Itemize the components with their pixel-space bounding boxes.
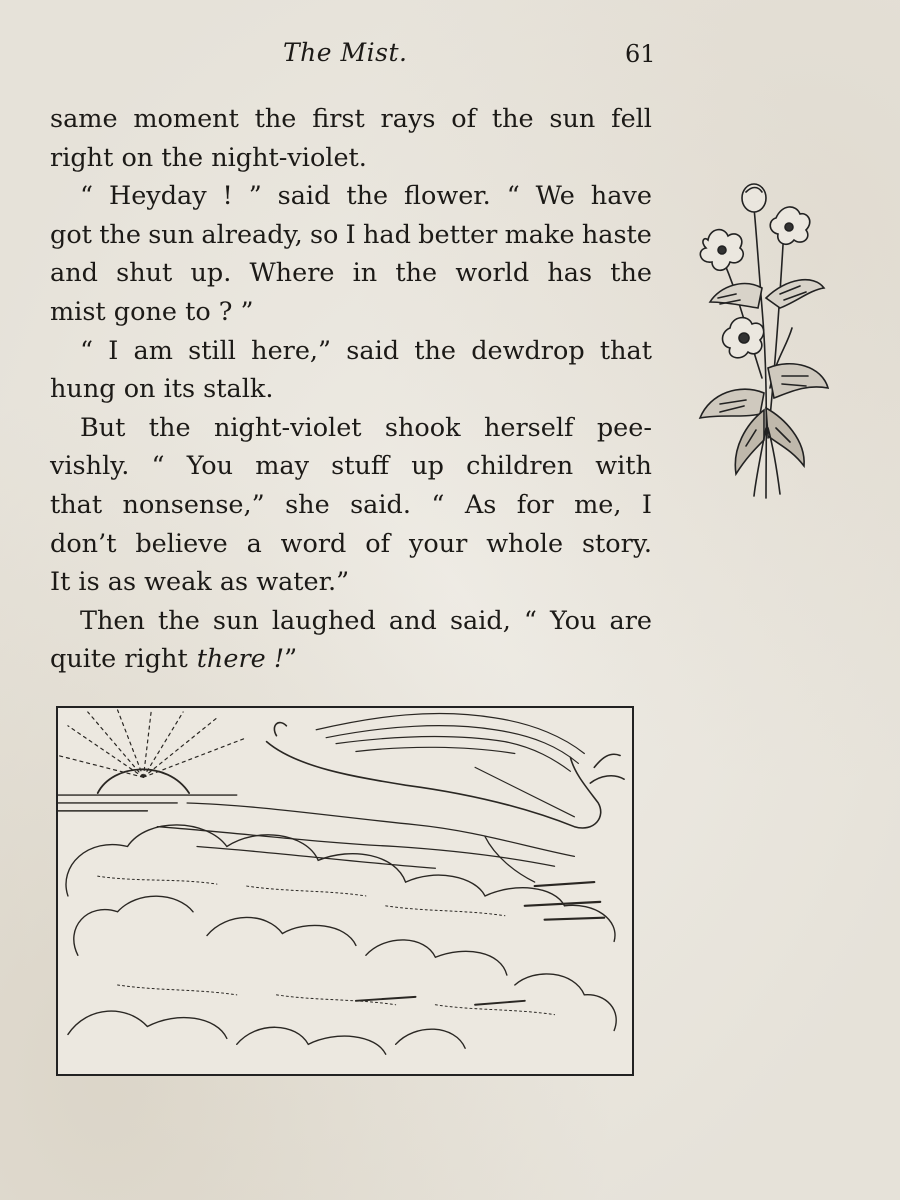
word: said (346, 335, 400, 366)
text-line (50, 525, 652, 564)
word: shut (116, 258, 173, 289)
word: children (466, 451, 574, 482)
word: sun (549, 104, 596, 134)
word: laughed (271, 605, 376, 636)
word: don’t (50, 528, 117, 559)
word: the (395, 258, 438, 289)
text-line (50, 216, 652, 255)
word: fell (611, 104, 652, 134)
word: has (547, 258, 593, 289)
running-head-title: The Mist. (283, 38, 408, 67)
text-line (50, 332, 652, 371)
word: that (599, 335, 652, 366)
word: got (50, 219, 92, 250)
word: with (595, 451, 652, 482)
word: up. (190, 258, 232, 289)
word: sun (212, 605, 259, 636)
word: As (464, 489, 497, 520)
word: the (414, 335, 457, 366)
word: Where (249, 258, 335, 289)
word: “ (151, 451, 165, 482)
body-text (50, 100, 652, 679)
word: story. (581, 528, 652, 559)
word: and (388, 605, 437, 636)
word: of (365, 528, 391, 559)
word: your (408, 528, 468, 559)
word: world (455, 258, 530, 289)
word: have (590, 181, 652, 212)
word: stuff (331, 451, 390, 482)
word: the (491, 104, 534, 134)
word: the (254, 104, 297, 134)
word: make (504, 219, 575, 250)
word: said, (449, 605, 511, 636)
text-line (50, 640, 652, 679)
word: said (277, 181, 331, 212)
word: are (609, 605, 652, 636)
word: same (50, 104, 118, 134)
word: for (516, 489, 554, 520)
text-line (50, 100, 652, 139)
text-line (50, 602, 652, 641)
word: that (50, 489, 103, 520)
word: dewdrop (471, 335, 585, 366)
line-text: It is as weak as water.” (50, 567, 350, 598)
word: up (411, 451, 444, 482)
word: Then (80, 605, 145, 636)
word: vishly. (50, 451, 130, 482)
word: “ (80, 335, 94, 366)
line-text: hung on its stalk. (50, 374, 274, 405)
word: first (312, 104, 365, 134)
word: ! (222, 181, 233, 212)
word: the (148, 412, 191, 443)
word: “ (506, 181, 520, 212)
word: and (50, 258, 98, 289)
text-line (50, 139, 652, 178)
word: I (345, 219, 356, 250)
word: me, (574, 489, 622, 520)
word: said. (350, 489, 411, 520)
flower-vignette-illustration (696, 178, 832, 508)
word: I (641, 489, 652, 520)
line-tail: ” (284, 644, 298, 675)
word: “ (523, 605, 537, 636)
line-text: mist gone to ? ” (50, 296, 254, 327)
word: am (133, 335, 173, 366)
line-text: quite right (50, 644, 188, 675)
word: night-violet (213, 412, 362, 443)
word: so (309, 219, 339, 250)
word: ” (248, 181, 262, 212)
mist-illustration-plate (56, 706, 634, 1076)
word: shook (384, 412, 461, 443)
word: rays (380, 104, 436, 134)
word: she (285, 489, 330, 520)
word: We (535, 181, 575, 212)
page-number: 61 (625, 40, 656, 68)
word: whole (486, 528, 564, 559)
word: believe (135, 528, 228, 559)
word: here,” (251, 335, 332, 366)
word: I (108, 335, 119, 366)
text-line (50, 370, 652, 409)
text-line (50, 486, 652, 525)
text-line (50, 254, 652, 293)
word: But (80, 412, 126, 443)
word: of (451, 104, 477, 134)
word: still (188, 335, 236, 366)
word: “ (431, 489, 445, 520)
word: the (158, 605, 200, 636)
word: moment (133, 104, 239, 134)
word: had (362, 219, 411, 250)
word: Heyday (108, 181, 207, 212)
word: in (352, 258, 378, 289)
emphasized-text: there ! (196, 644, 285, 675)
word: haste (581, 219, 652, 250)
word: may (255, 451, 310, 482)
word: nonsense,” (122, 489, 265, 520)
word: word (280, 528, 347, 559)
word: You (550, 605, 597, 636)
line-text: right on the night-violet. (50, 142, 367, 173)
word: herself (483, 412, 574, 443)
word: the (610, 258, 652, 289)
word: already, (201, 219, 303, 250)
word: a (246, 528, 262, 559)
text-line (50, 293, 652, 332)
text-line (50, 177, 652, 216)
word: sun (148, 219, 195, 250)
word: You (186, 451, 234, 482)
word: “ (80, 181, 94, 212)
word: pee- (596, 412, 652, 443)
text-line (50, 563, 652, 602)
word: better (418, 219, 498, 250)
text-line (50, 409, 652, 448)
word: flower. (404, 181, 491, 212)
word: the (99, 219, 141, 250)
word: the (346, 181, 389, 212)
text-line (50, 447, 652, 486)
